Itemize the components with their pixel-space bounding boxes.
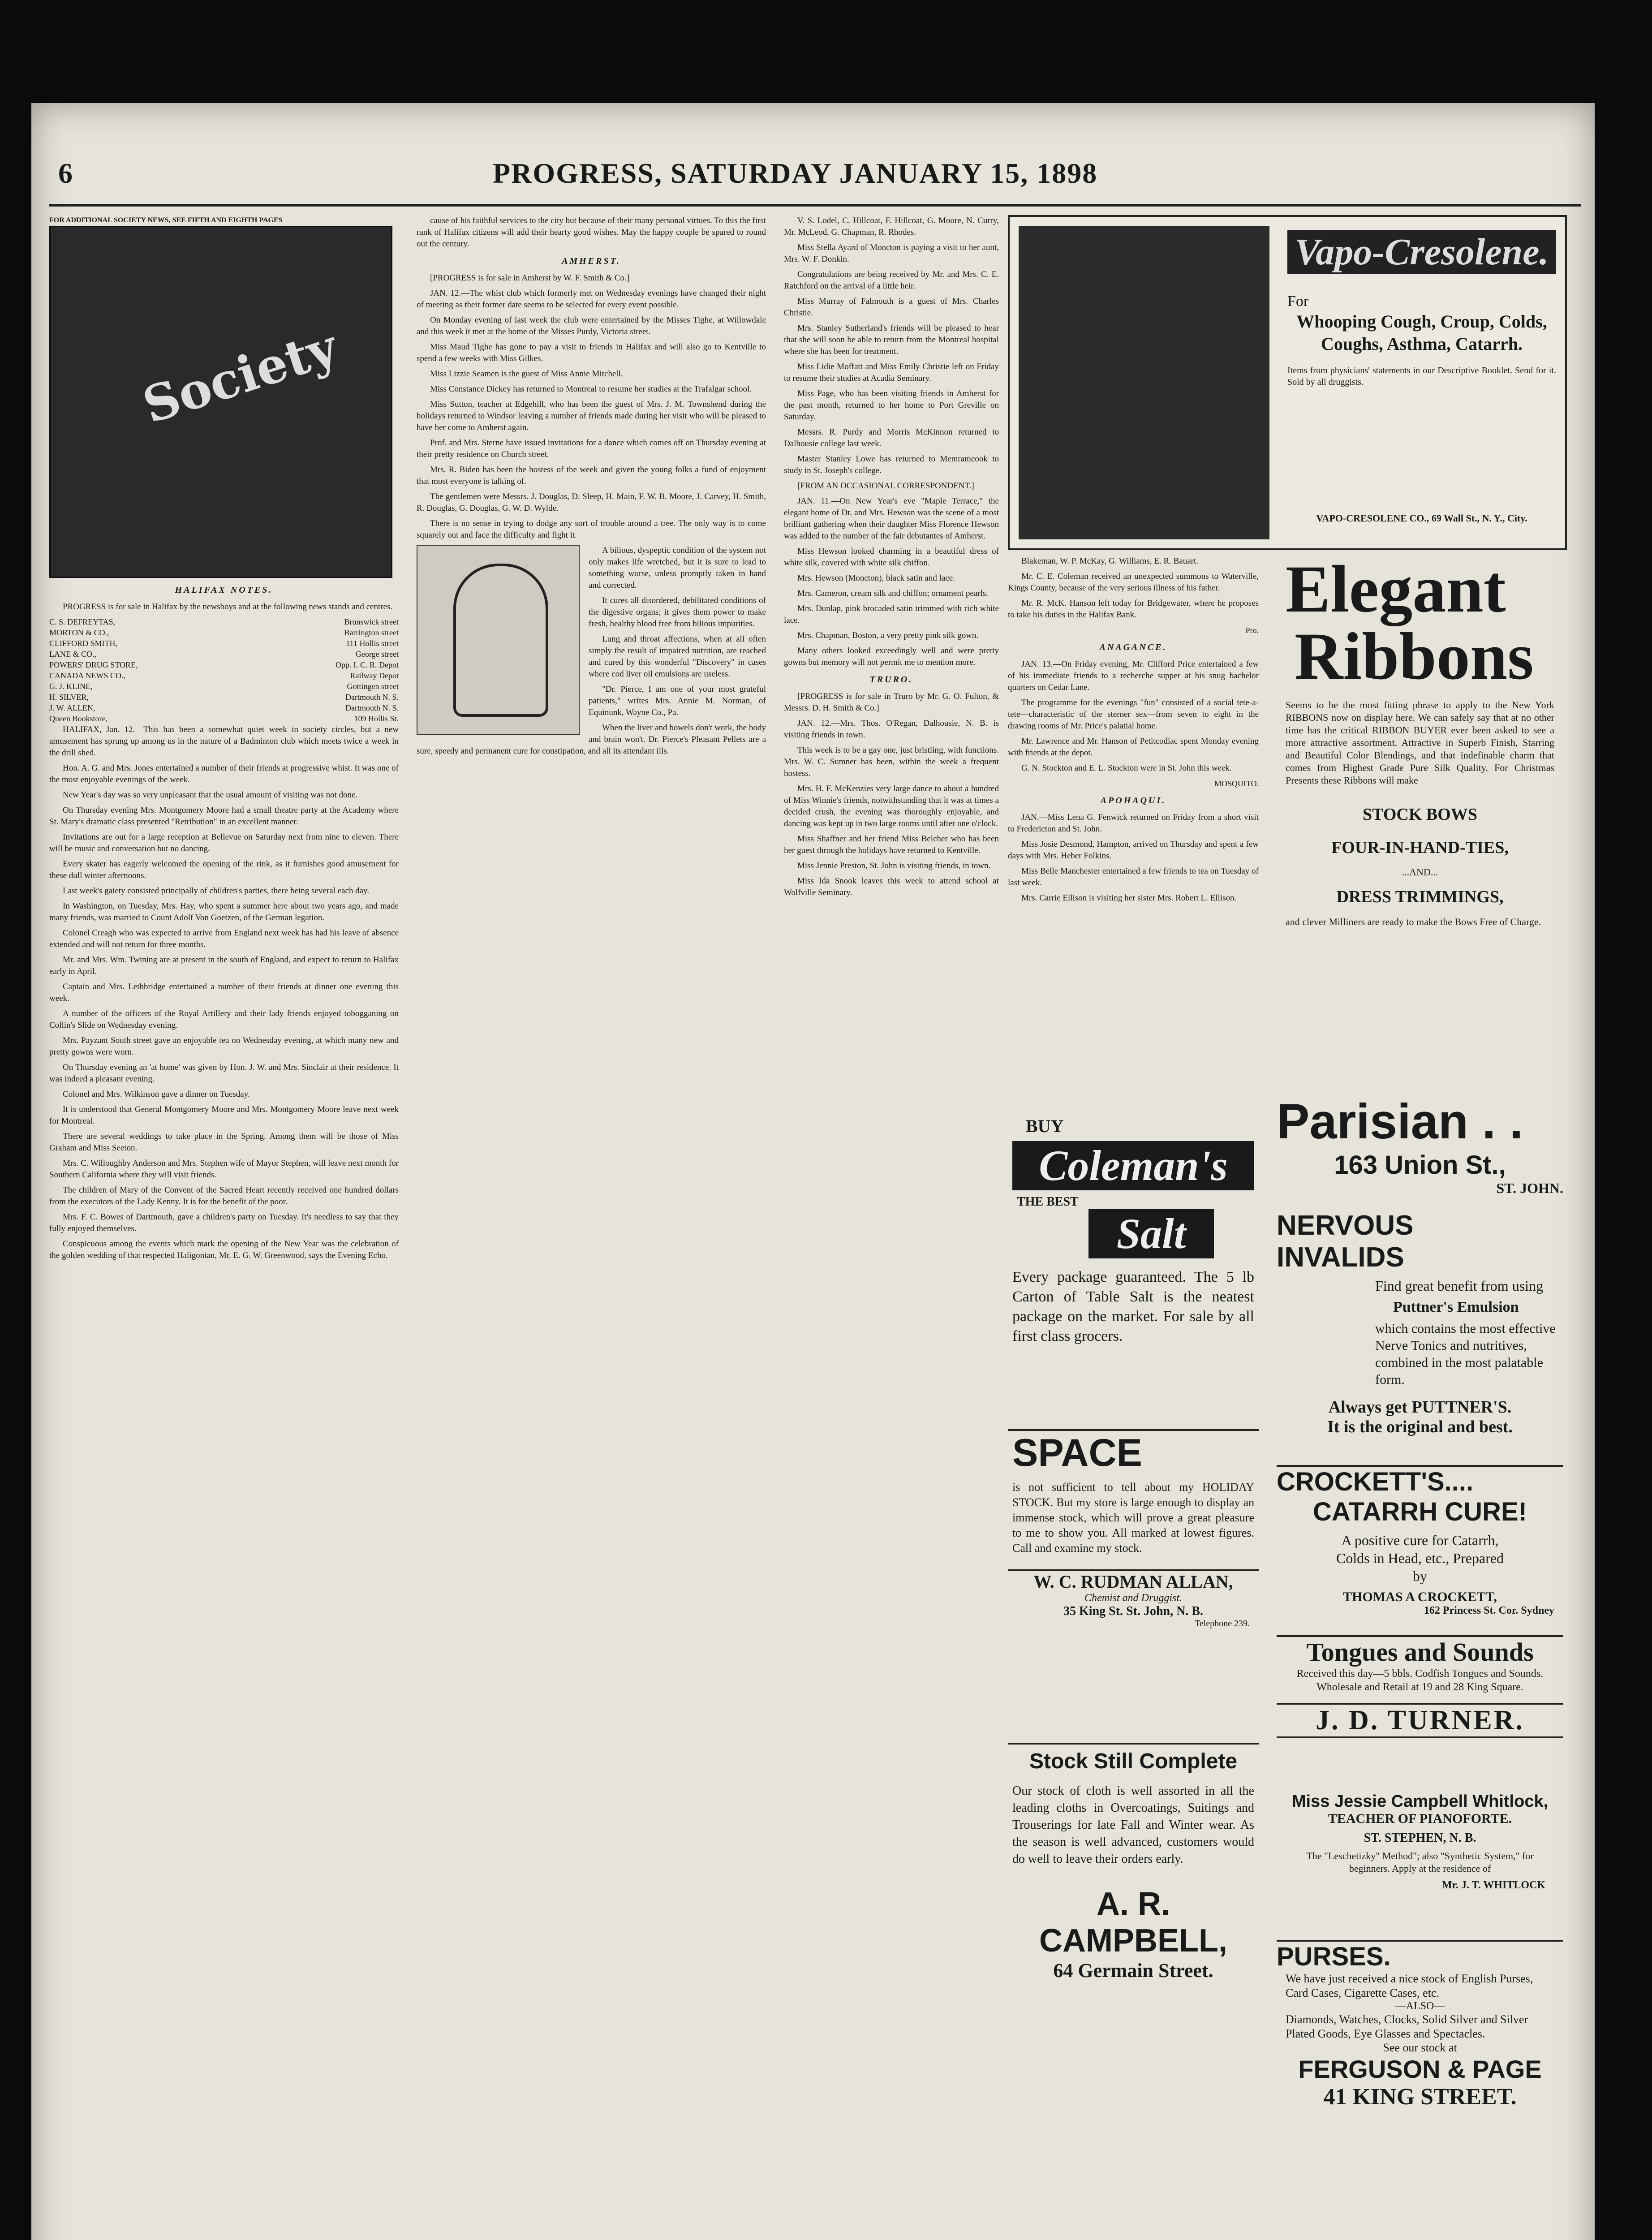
- article-paragraph: Miss Murray of Falmouth is a guest of Mrs. Charles Christie.: [784, 297, 999, 318]
- column-top-text: V. S. Lodel, C. Hillcoat, F. Hillcoat, G. Moore, N. Curry, Mr. McLeod, G. Chapman, R. Rhodes.: [784, 216, 999, 237]
- society-illustration-label: Society: [136, 318, 344, 435]
- ad-title: NERVOUS: [1277, 1210, 1414, 1241]
- article-paragraph: The children of Mary of the Convent of the Sacred Heart recently received one hundred dollars from the executors of the Lady Kenny. It is for the benefit of the poor.: [49, 1185, 399, 1206]
- article-paragraph: Last week's gaiety consisted principally of children's parties, there being several each day.: [63, 886, 370, 896]
- ad-foot: and clever Milliners are ready to make the Bows Free of Charge.: [1286, 916, 1541, 927]
- article-paragraph: JAN.—Miss Lena G. Fenwick returned on Friday from a short visit to Fredericton and St. John.: [1008, 813, 1259, 834]
- column-top-text: cause of his faithful services to the city but because of their many personal virtues. To this the first rank of Halifax citizens will add their hearty good wishes. May the happy couple be spared to round out the century.: [417, 216, 766, 249]
- article-paragraph: JAN. 11.—On New Year's eve "Maple Terrace," the elegant home of Dr. and Mrs. Hewson was the scene of a most brilliant gathering when their daughter Miss Florence Hewson was added to the number of the fair debutantes of Amherst.: [784, 496, 999, 541]
- news-stand-row: [49, 681, 399, 692]
- article-paragraph: Mrs. Cameron, cream silk and chiffon; ornament pearls.: [797, 589, 988, 598]
- news-stand-row: [49, 638, 399, 649]
- article-paragraph: Messrs. R. Purdy and Morris McKinnon returned to Dalhousie college last week.: [784, 427, 999, 448]
- section-heading-amherst: AMHERST.: [562, 256, 621, 266]
- masthead-rule: [49, 204, 1581, 207]
- ad-address: 35 King St. St. John, N. B.: [1063, 1604, 1203, 1618]
- ad-name: A. R. CAMPBELL,: [1039, 1886, 1227, 1959]
- article-paragraph: On Thursday evening an 'at home' was given by Hon. J. W. and Mrs. Sinclair at their residence. It was indeed a pleasant evening.: [49, 1063, 399, 1084]
- news-stand-location: Dartmouth N. S.: [345, 693, 399, 702]
- article-paragraph: Miss Constance Dickey has returned to Montreal to resume her studies at the Trafalgar school.: [430, 384, 752, 394]
- ad-address: 41 KING STREET.: [1323, 2084, 1517, 2110]
- news-stand-row: [49, 713, 399, 724]
- section-heading-truro: TRURO.: [869, 675, 913, 685]
- ad-contact: Mr. J. T. WHITLOCK: [1441, 1879, 1545, 1891]
- ad-body: Find great benefit from using: [1375, 1278, 1544, 1294]
- ad-and: ...AND...: [1402, 866, 1438, 878]
- ad-street: 163 Union St.,: [1334, 1150, 1506, 1180]
- article-paragraph: Miss Maud Tighe has gone to pay a visit to friends in Halifax and will also go to Kentville to spend a few weeks with Miss Gilkes.: [417, 342, 766, 363]
- article-paragraph: Mrs. H. F. McKenzies very large dance to about a hundred of Miss Winnie's friends, notwithstanding that it was at times a decided crush, the evening was thoroughly enjoyable, and dancing was kept up in two large rooms until after one o'clock.: [784, 784, 999, 828]
- article-paragraph: Mrs. Dunlap, pink brocaded satin trimmed with rich white lace.: [784, 604, 999, 625]
- advertisement-paragraph: "Dr. Pierce, I am one of your most grateful patients," writes Mrs. Annie M. Norman, of Equinunk, Wayne Co., Pa.: [589, 685, 766, 717]
- article-paragraph: Many others looked exceedingly well and were pretty gowns but memory will not permit me to mention more.: [784, 646, 999, 667]
- article-paragraph: JAN. 13.—On Friday evening, Mr. Clifford Price entertained a few of his immediate friends to a recherche supper at his snug bachelor quarters on Cedar Lane.: [1008, 659, 1259, 692]
- ad-company: VAPO-CRESOLENE CO., 69 Wall St., N. Y., City.: [1316, 513, 1527, 524]
- ad-title: CROCKETT'S....: [1277, 1467, 1474, 1496]
- society-illustration: [49, 226, 392, 578]
- ad-space: [1008, 1429, 1259, 1736]
- newspaper-page: [31, 103, 1595, 2240]
- article-paragraph: Hon. A. G. and Mrs. Jones entertained a number of their friends at progressive whist. It was one of the most enjoyable evenings of the week.: [49, 763, 399, 784]
- article-paragraph: Mrs. Stanley Sutherland's friends will be pleased to hear that she will soon be able to return from the Montreal hospital where she has been for treatment.: [784, 323, 999, 356]
- ad-title: INVALIDS: [1277, 1242, 1404, 1273]
- ad-body: A positive cure for Catarrh, Colds in Head, etc., Prepared by: [1336, 1532, 1504, 1584]
- ad-fine-print: Items from physicians' statements in our Descriptive Booklet. Send for it. Sold by all druggists.: [1287, 366, 1556, 387]
- section-heading-halifax: HALIFAX NOTES.: [175, 585, 273, 595]
- news-stand-name: CLIFFORD SMITH,: [49, 639, 118, 648]
- article-paragraph: Every skater has eagerly welcomed the opening of the rink, as it furnishes good amusement for these dull winter afternoons.: [49, 859, 399, 880]
- ad-name: Miss Jessie Campbell Whitlock,: [1291, 1792, 1549, 1811]
- ad-title: Tongues and Sounds: [1306, 1637, 1534, 1667]
- news-stand-location: Brunswick street: [344, 617, 399, 626]
- article-paragraph: Colonel and Mrs. Wilkinson gave a dinner on Tuesday.: [63, 1090, 250, 1099]
- lamp-illustration: [1019, 226, 1269, 539]
- column-3: [784, 215, 999, 2240]
- halifax-notes-body: [49, 724, 399, 1262]
- ad-crockett: [1277, 1465, 1563, 1633]
- ad-title: Parisian . .: [1277, 1094, 1523, 1149]
- amherst-body: [417, 288, 766, 541]
- ad-body: which contains the most effective Nerve Tonics and nutritives, combined in the most palatable form.: [1375, 1321, 1556, 1387]
- ad-item: STOCK BOWS: [1363, 805, 1477, 824]
- ad-line: Whooping Cough, Croup, Colds,: [1296, 311, 1547, 332]
- ad-buy: BUY: [1026, 1116, 1064, 1136]
- ad-foot: Always get PUTTNER'S.: [1328, 1398, 1512, 1417]
- ad-title: Stock Still Complete: [1029, 1749, 1238, 1773]
- section-sub: [PROGRESS is for sale in Amherst by W. F. Smith & Co.]: [430, 273, 630, 283]
- section-sub: [PROGRESS is for sale in Truro by Mr. G. O. Fulton, & Messrs. D. H. Smith & Co.]: [784, 692, 999, 713]
- article-paragraph: Miss Lizzie Seamen is the guest of Miss Annie Mitchell.: [430, 369, 623, 379]
- ad-body: Our stock of cloth is well assorted in all the leading cloths in Overcoatings, Suitings and Trouserings for late Fall and Winter wear. As the season is well advanced, customers would do well to leave their orders early.: [1012, 1784, 1254, 1866]
- ad-line: Coughs, Asthma, Catarrh.: [1321, 334, 1523, 354]
- news-stand-name: H. SILVER,: [49, 693, 89, 702]
- article-paragraph: On Monday evening of last week the club were entertained by the Misses Tighe, at Willowdale and this week it met at the home of the Misses Purdy, Victoria street.: [417, 315, 766, 336]
- article-paragraph: A number of the officers of the Royal Artillery and their lady friends enjoyed tobogganing on Collin's Slide on Wednesday evening.: [49, 1009, 399, 1030]
- news-stand-row: [49, 670, 399, 681]
- ad-city: ST. STEPHEN, N. B.: [1364, 1831, 1476, 1845]
- article-paragraph: It is understood that General Montgomery Moore and Mrs. Montgomery Moore leave next week for Montreal.: [49, 1105, 399, 1126]
- ad-role: TEACHER OF PIANOFORTE.: [1328, 1811, 1512, 1826]
- article-paragraph: Invitations are out for a large reception at Bellevue on Saturday next from nine to eleven. There will be music and conversation but no dancing.: [49, 832, 399, 853]
- article-paragraph: Congratulations are being received by Mr. and Mrs. C. E. Ratchford on the arrival of a little heir.: [784, 270, 999, 291]
- ad-body: is not sufficient to tell about my HOLIDAY STOCK. But my store is large enough to display an immense stock, which will prove a great pleasure to me to show you. All marked at lowest figures. Call and examine my stock.: [1012, 1481, 1254, 1555]
- article-paragraph: On Thursday evening Mrs. Montgomery Moore had a small theatre party at the Academy where St. Mary's dramatic class presented "Retribution" in an excellent manner.: [49, 806, 399, 827]
- news-stand-location: Barrington street: [344, 628, 399, 637]
- article-paragraph: Miss Hewson looked charming in a beautiful dress of white silk, covered with white silk chiffon.: [784, 547, 999, 568]
- truro-body: [784, 718, 999, 899]
- page-number: 6: [58, 157, 73, 189]
- ad-parisian: [1277, 1093, 1563, 1201]
- article-paragraph: Mrs. F. C. Bowes of Dartmouth, gave a children's party on Tuesday. It's needless to say that they fully enjoyed themselves.: [49, 1212, 399, 1233]
- column-intro: FOR ADDITIONAL SOCIETY NEWS, SEE FIFTH AND EIGHTH PAGES: [49, 216, 283, 224]
- masthead: [31, 148, 1595, 202]
- ad-also: —ALSO—: [1395, 2000, 1445, 2012]
- ad-elegant-ribbons: [1277, 556, 1563, 1084]
- news-stand-location: George street: [355, 650, 399, 659]
- article-paragraph: Miss Jennie Preston, St. John is visiting friends, in town.: [797, 861, 991, 870]
- ad-telephone: Telephone 239.: [1194, 1619, 1250, 1628]
- ad-purses: [1277, 1940, 1563, 2157]
- advertisement-paragraph: It cures all disordered, debilitated conditions of the digestive organs; it gives them power to make fresh, healthy blood free from bilious impurities.: [589, 596, 766, 629]
- ad-best: THE BEST: [1017, 1195, 1079, 1209]
- ad-foot: It is the original and best.: [1327, 1417, 1513, 1436]
- ad-nervous-invalids: [1277, 1210, 1563, 1460]
- news-stand-name: POWERS' DRUG STORE,: [49, 660, 138, 669]
- news-stand-name: LANE & CO.,: [49, 650, 96, 659]
- article-paragraph: There is no sense in trying to dodge any sort of trouble around a tree. The only way is to come squarely out and face the difficulty and fight it.: [417, 519, 766, 540]
- ad-see: See our stock at: [1383, 2041, 1457, 2054]
- ad-body: We have just received a nice stock of English Purses, Card Cases, Cigarette Cases, etc.: [1286, 1972, 1533, 1999]
- article-paragraph: Mrs. R. Biden has been the hostess of the week and given the young folks a fund of enjoyment that most everyone is talking of.: [417, 465, 766, 486]
- advertisement-illustration: [417, 545, 580, 735]
- article-paragraph: Mr. and Mrs. Wm. Twining are at present in the south of England, and expect to return to Halifax early in April.: [49, 955, 399, 976]
- advertisement-paragraph: Lung and throat affections, when at all often simply the result of impaired nutrition, are reached and cured by this wonderful "Discovery" in cases where cod liver oil emulsions are useless.: [589, 634, 766, 679]
- ad-name: J. D. TURNER.: [1277, 1703, 1563, 1738]
- column-3-body: [784, 242, 999, 668]
- news-stand-row: [49, 616, 399, 627]
- article-paragraph: Mr. R. McK. Hanson left today for Bridgewater, where he proposes to take his duties in the Halifax Bank.: [1008, 599, 1259, 620]
- ad-whitlock: [1277, 1792, 1563, 1935]
- article-paragraph: Miss Shaffner and her friend Miss Belcher who has been her guest through the holidays have returned to Kentville.: [784, 834, 999, 855]
- ad-title: Elegant: [1286, 556, 1506, 626]
- ad-vapo-cresolene: [1008, 215, 1567, 550]
- ad-body: The "Leschetizky" Method"; also "Synthetic System," for beginners. Apply at the residence of: [1306, 1850, 1534, 1874]
- news-stand-name: J. W. ALLEN,: [49, 703, 95, 712]
- ad-body: Diamonds, Watches, Clocks, Solid Silver and Silver Plated Goods, Eye Glasses and Spectacles.: [1286, 2013, 1528, 2040]
- news-stand-row: [49, 659, 399, 670]
- news-stand-name: CANADA NEWS CO.,: [49, 671, 126, 680]
- signature: Pro.: [1245, 626, 1259, 635]
- ad-body: Seems to be the most fitting phrase to apply to the New York RIBBONS now on display here. We can safely say that at no other time has the critical RIBBON BUYER ever been asked to see a more attractive assortment. Attractive in Superb Finish, Starring and Beautiful Color Blendings, and that indefinable charm that comes from Highest Grade Pure Silk Quality. For Christmas Presents these Ribbons will make: [1286, 699, 1554, 786]
- ad-body: Received this day—5 bbls. Codfish Tongues and Sounds. Wholesale and Retail at 19 and 28 King Square.: [1296, 1668, 1544, 1693]
- intro-paragraph: PROGRESS is for sale in Halifax by the newsboys and at the following news stands and centres.: [63, 602, 393, 612]
- ad-city: ST. JOHN.: [1496, 1180, 1563, 1196]
- news-stand-location: Railway Depot: [350, 671, 399, 680]
- section-heading-anagance: ANAGANCE.: [1099, 642, 1167, 652]
- ad-body: Every package guaranteed. The 5 lb Carton of Table Salt is the neatest package on the market. For sale by all first class grocers.: [1012, 1269, 1254, 1344]
- ad-firm: FERGUSON & PAGE: [1298, 2055, 1542, 2083]
- section-heading-apohaqui: APOHAQUI.: [1100, 796, 1166, 806]
- ad-brand: Coleman's: [1012, 1141, 1254, 1190]
- ad-role: Chemist and Druggist.: [1084, 1592, 1182, 1604]
- advertisement-paragraph: When the liver and bowels don't work, the body and brain won't. Dr. Pierce's Pleasant Pellets are a sure, speedy and permanent cure for constipation, and all its attendant ills.: [417, 723, 766, 756]
- article-paragraph: Master Stanley Lowe has returned to Memramcook to study in St. Joseph's college.: [784, 454, 999, 475]
- ad-product: Puttner's Emulsion: [1393, 1299, 1519, 1315]
- news-stand-name: MORTON & CO.,: [49, 628, 109, 637]
- news-stand-location: 111 Hollis street: [346, 639, 399, 648]
- article-paragraph: The gentlemen were Messrs. J. Douglas, D. Sleep, H. Main, F. W. B. Moore, J. Carvey, H. Smith, R. Douglas, G. Douglas, G. W. D. Wylde.: [417, 492, 766, 513]
- ad-item: DRESS TRIMMINGS,: [1336, 887, 1504, 906]
- column-amherst: [417, 215, 766, 2240]
- ad-address: 162 Princess St. Cor. Sydney: [1424, 1605, 1554, 1616]
- article-paragraph: Captain and Mrs. Lethbridge entertained a number of their friends at dinner one evening this week.: [49, 982, 399, 1003]
- column-4-body: [1008, 571, 1259, 621]
- article-paragraph: There are several weddings to take place in the Spring. Among them will be those of Miss Graham and Miss Seeton.: [49, 1132, 399, 1153]
- anagance-body: [1008, 659, 1259, 774]
- article-paragraph: Miss Belle Manchester entertained a few friends to tea on Tuesday of last week.: [1008, 866, 1259, 887]
- ad-title: SPACE: [1012, 1431, 1142, 1474]
- news-stand-row: [49, 702, 399, 713]
- article-paragraph: Miss Ida Snook leaves this week to attend school at Wolfville Seminary.: [784, 876, 999, 897]
- article-paragraph: Mr. Lawrence and Mr. Hanson of Petitcodiac spent Monday evening with friends at the depot.: [1008, 737, 1259, 758]
- article-paragraph: [FROM AN OCCASIONAL CORRESPONDENT.]: [797, 481, 974, 491]
- news-stand-directory: [49, 616, 399, 724]
- ad-address: 64 Germain Street.: [1053, 1960, 1213, 1982]
- article-paragraph: Mrs. Hewson (Moncton), black satin and lace.: [797, 573, 955, 583]
- ad-item: FOUR-IN-HAND-TIES,: [1331, 838, 1509, 857]
- article-paragraph: Mrs. Chapman, Boston, a very pretty pink silk gown.: [797, 631, 979, 640]
- ad-colemans-salt: [1008, 1116, 1259, 1420]
- apohaqui-body: [1008, 812, 1259, 904]
- news-stand-row: [49, 692, 399, 702]
- article-paragraph: G. N. Stockton and E. L. Stockton were in St. John this week.: [1021, 763, 1232, 773]
- news-stand-name: Queen Bookstore,: [49, 714, 108, 723]
- figure-shape: [453, 564, 548, 717]
- ad-title: PURSES.: [1277, 1942, 1391, 1971]
- article-paragraph: The programme for the evenings "fun" consisted of a social tete-a-tete—characteristic of the sterner sex—from seven to eight in the drawing rooms of Mr. Price's palatial home.: [1008, 698, 1259, 731]
- ad-for: For: [1287, 293, 1309, 310]
- ad-maker: THOMAS A CROCKETT,: [1343, 1590, 1497, 1604]
- ad-title: Ribbons: [1295, 619, 1534, 694]
- column-top-text: Blakeman, W. P. McKay, G. Williams, E. R. Bauart.: [1021, 556, 1199, 566]
- article-paragraph: Mrs. Payzant South street gave an enjoyable tea on Wednesday evening, at which many new and pretty gowns were worn.: [49, 1036, 399, 1057]
- news-stand-location: Gottingen street: [347, 682, 399, 691]
- ad-tongues-sounds: [1277, 1635, 1563, 1785]
- article-paragraph: In Washington, on Tuesday, Mrs. Hay, who spent a summer here about two years ago, and made many friends, was married to Count Adolf Von Goetzen, of the German legation.: [49, 901, 399, 922]
- column-society: [49, 215, 399, 2240]
- column-4: [1008, 556, 1259, 1071]
- article-paragraph: Prof. and Mrs. Sterne have issued invitations for a dance which comes off on Thursday evening at their pretty residence on Church street.: [417, 438, 766, 459]
- news-stand-location: Dartmouth N. S.: [345, 703, 399, 712]
- news-stand-row: [49, 627, 399, 638]
- article-paragraph: New Year's day was so very unpleasant that the usual amount of visiting was not done.: [63, 790, 358, 800]
- article-paragraph: Miss Josie Desmond, Hampton, arrived on Thursday and spent a few days with Mrs. Heber Folkins.: [1008, 840, 1259, 861]
- article-paragraph: Colonel Creagh who was expected to arrive from England next week has had his leave of absence extended and will not return for three months.: [49, 928, 399, 949]
- news-stand-location: 109 Hollis St.: [354, 714, 399, 723]
- article-paragraph: This week is to be a gay one, just bristling, with functions. Mrs. W. C. Sumner has been, within the week a frequent hostess.: [784, 745, 999, 778]
- news-stand-row: [49, 649, 399, 659]
- page-title: PROGRESS, SATURDAY JANUARY 15, 1898: [493, 157, 1098, 189]
- ad-brand: Vapo-Cresolene.: [1287, 230, 1556, 274]
- news-stand-name: G. J. KLINE,: [49, 682, 93, 691]
- article-paragraph: Miss Lidie Moffatt and Miss Emily Christie left on Friday to resume their studies at Acadia Seminary.: [784, 362, 999, 383]
- signature: MOSQUITO.: [1214, 779, 1259, 788]
- article-paragraph: Mr. C. E. Coleman received an unexpected summons to Waterville, Kings County, because of the very serious illness of his father.: [1008, 572, 1259, 593]
- article-paragraph: JAN. 12.—Mrs. Thos. O'Regan, Dalhousie, N. B. is visiting friends in town.: [784, 719, 999, 740]
- news-stand-location: Opp. I. C. R. Depot: [336, 660, 399, 669]
- advertisement-paragraph: A bilious, dyspeptic condition of the system not only makes life wretched, but it is sure to lead to something worse, unless promptly taken in hand and corrected.: [589, 546, 766, 590]
- ad-stock-still-complete: [1008, 1743, 1259, 2103]
- ad-name: W. C. RUDMAN ALLAN,: [1008, 1569, 1259, 1592]
- article-paragraph: Conspicuous among the events which mark the opening of the New Year was the celebration of the golden wedding of that respected Haligonian, Mr. E. G. W. Greenwood, says the Evening Echo.: [49, 1239, 399, 1260]
- article-paragraph: Miss Page, who has been visiting friends in Amherst for the past month, returned to her home to Port Greville on Saturday.: [784, 389, 999, 422]
- news-stand-name: C. S. DEFREYTAS,: [49, 617, 116, 626]
- article-paragraph: JAN. 12.—The whist club which formerly met on Wednesday evenings have changed their night of meeting as their former date seems to be selected for every event possible.: [417, 289, 766, 310]
- article-paragraph: HALIFAX, Jan. 12.—This has been a somewhat quiet week in society circles, but a new amusement has sprung up among us in the nature of a Badminton club which meets twice a week in the drill shed.: [49, 725, 399, 758]
- article-paragraph: Mrs. Carrie Ellison is visiting her sister Mrs. Robert L. Ellison.: [1021, 893, 1237, 903]
- article-paragraph: Mrs. C. Willoughby Anderson and Mrs. Stephen wife of Mayor Stephen, will leave next month for Southern California where they will visit friends.: [49, 1159, 399, 1180]
- article-paragraph: Miss Sutton, teacher at Edgehill, who has been the guest of Mrs. J. M. Townshend during the holidays returned to Windsor leaving a number of friends made during her visit who will be pleased to have her come to Amherst again.: [417, 400, 766, 432]
- ad-brand: Salt: [1088, 1209, 1214, 1258]
- ad-title: CATARRH CURE!: [1313, 1497, 1527, 1526]
- article-paragraph: Miss Stella Ayard of Moncton is paying a visit to her aunt, Mrs. W. F. Donkin.: [784, 243, 999, 264]
